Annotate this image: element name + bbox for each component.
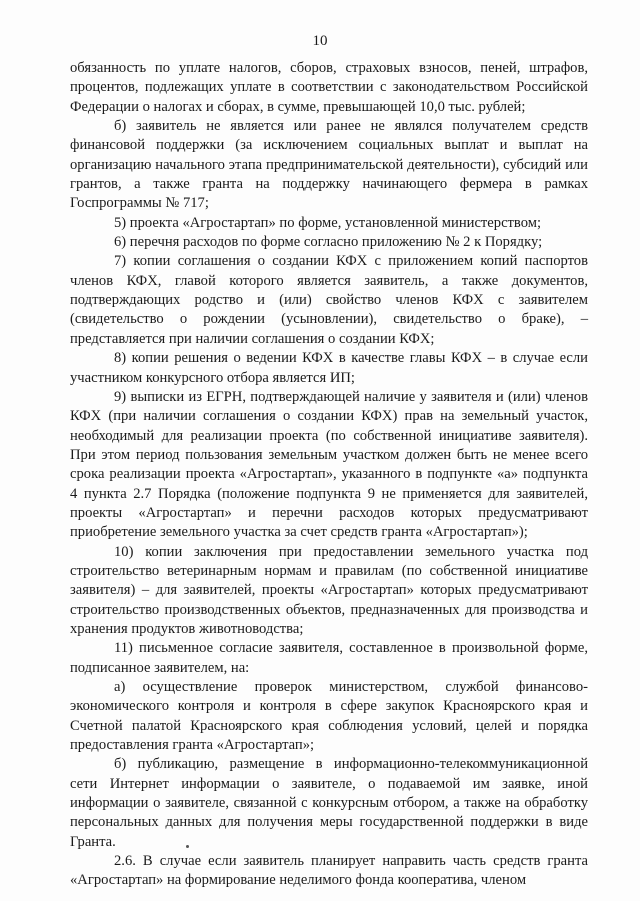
paragraph-item-8: 8) копии решения о ведении КФХ в качестве главы КФХ – в случае если участником конкурсного отбора является ИП;: [70, 350, 588, 386]
paragraph-item-7: 7) копии соглашения о создании КФХ с приложением копий паспортов членов КФХ, главой которого является заявитель, а также документов, подтверждающих родство и (или) свойство членов КФХ с заявителем (свидетельство о рождении (усыновлении), свидетельство о браке), – представляется при наличии соглашения о создании КФХ;: [70, 253, 588, 347]
paragraph-item-11a: а) осуществление проверок министерством, службой финансово-экономического контроля и контроля в сфере закупок Красноярского края и Счетной палатой Красноярского края соблюдения условий, целей и порядка предоставления гранта «Агростартап»;: [70, 679, 588, 754]
scan-speck: [186, 845, 189, 848]
paragraph-clause-2-6: 2.6. В случае если заявитель планирует направить часть средств гранта «Агростартап» на формирование неделимого фонда кооператива, членом: [70, 853, 588, 889]
paragraph-continuation: обязанность по уплате налогов, сборов, страховых взносов, пеней, штрафов, процентов, подлежащих уплате в соответствии с законодательством Российской Федерации о налогах и сборах, в сумме, превышающей 10,0 тыс. рублей;: [70, 60, 588, 115]
paragraph-item-10: 10) копии заключения при предоставлении земельного участка под строительство ветеринарным нормам и правилам (по собственной инициативе заявителя) – для заявителей, проекты «Агростартап» которых предусматривают строительство производственных объектов, предназначенных для производства и хранения продуктов животноводства;: [70, 543, 588, 637]
paragraph-item-b: б) заявитель не является или ранее не являлся получателем средств финансовой поддержки (за исключением социальных выплат и выплат на организацию начального этапа предпринимательской деятельности), субсидий или грантов, а также гранта на поддержку начинающего фермера в рамках Госпрограммы № 717;: [70, 118, 588, 212]
paragraph-item-11b: б) публикацию, размещение в информационно-телекоммуникационной сети Интернет информации о заявителе, о подаваемой им заявке, иной информации о заявителе, связанной с конкурсным отбором, а также на обработку персональных данных для получения меры государственной поддержки в виде Гранта.: [70, 756, 588, 850]
paragraph-item-5: 5) проекта «Агростартап» по форме, установленной министерством;: [114, 214, 542, 231]
paragraph-item-9: 9) выписки из ЕГРН, подтверждающей наличие у заявителя и (или) членов КФХ (при наличии соглашения о создании КФХ) прав на земельный участок, необходимый для реализации проекта (по собственной инициативе заявителя). При этом период пользования земельным участком должен быть не менее всего срока реализации проекта «Агростартап», указанного в подпункте «а» подпункта 4 пункта 2.7 Порядка (положение подпункта 9 не применяется для заявителей, проекты «Агростартап» и перечни расходов которых предусматривают приобретение земельного участка за счет средств гранта «Агростартап»);: [70, 388, 588, 541]
document-body: [70, 59, 588, 891]
paragraph-item-11: 11) письменное согласие заявителя, составленное в произвольной форме, подписанное заявителем, на:: [70, 640, 588, 676]
paragraph-item-6: 6) перечня расходов по форме согласно приложению № 2 к Порядку;: [114, 234, 543, 251]
page-number: 10: [312, 33, 328, 49]
